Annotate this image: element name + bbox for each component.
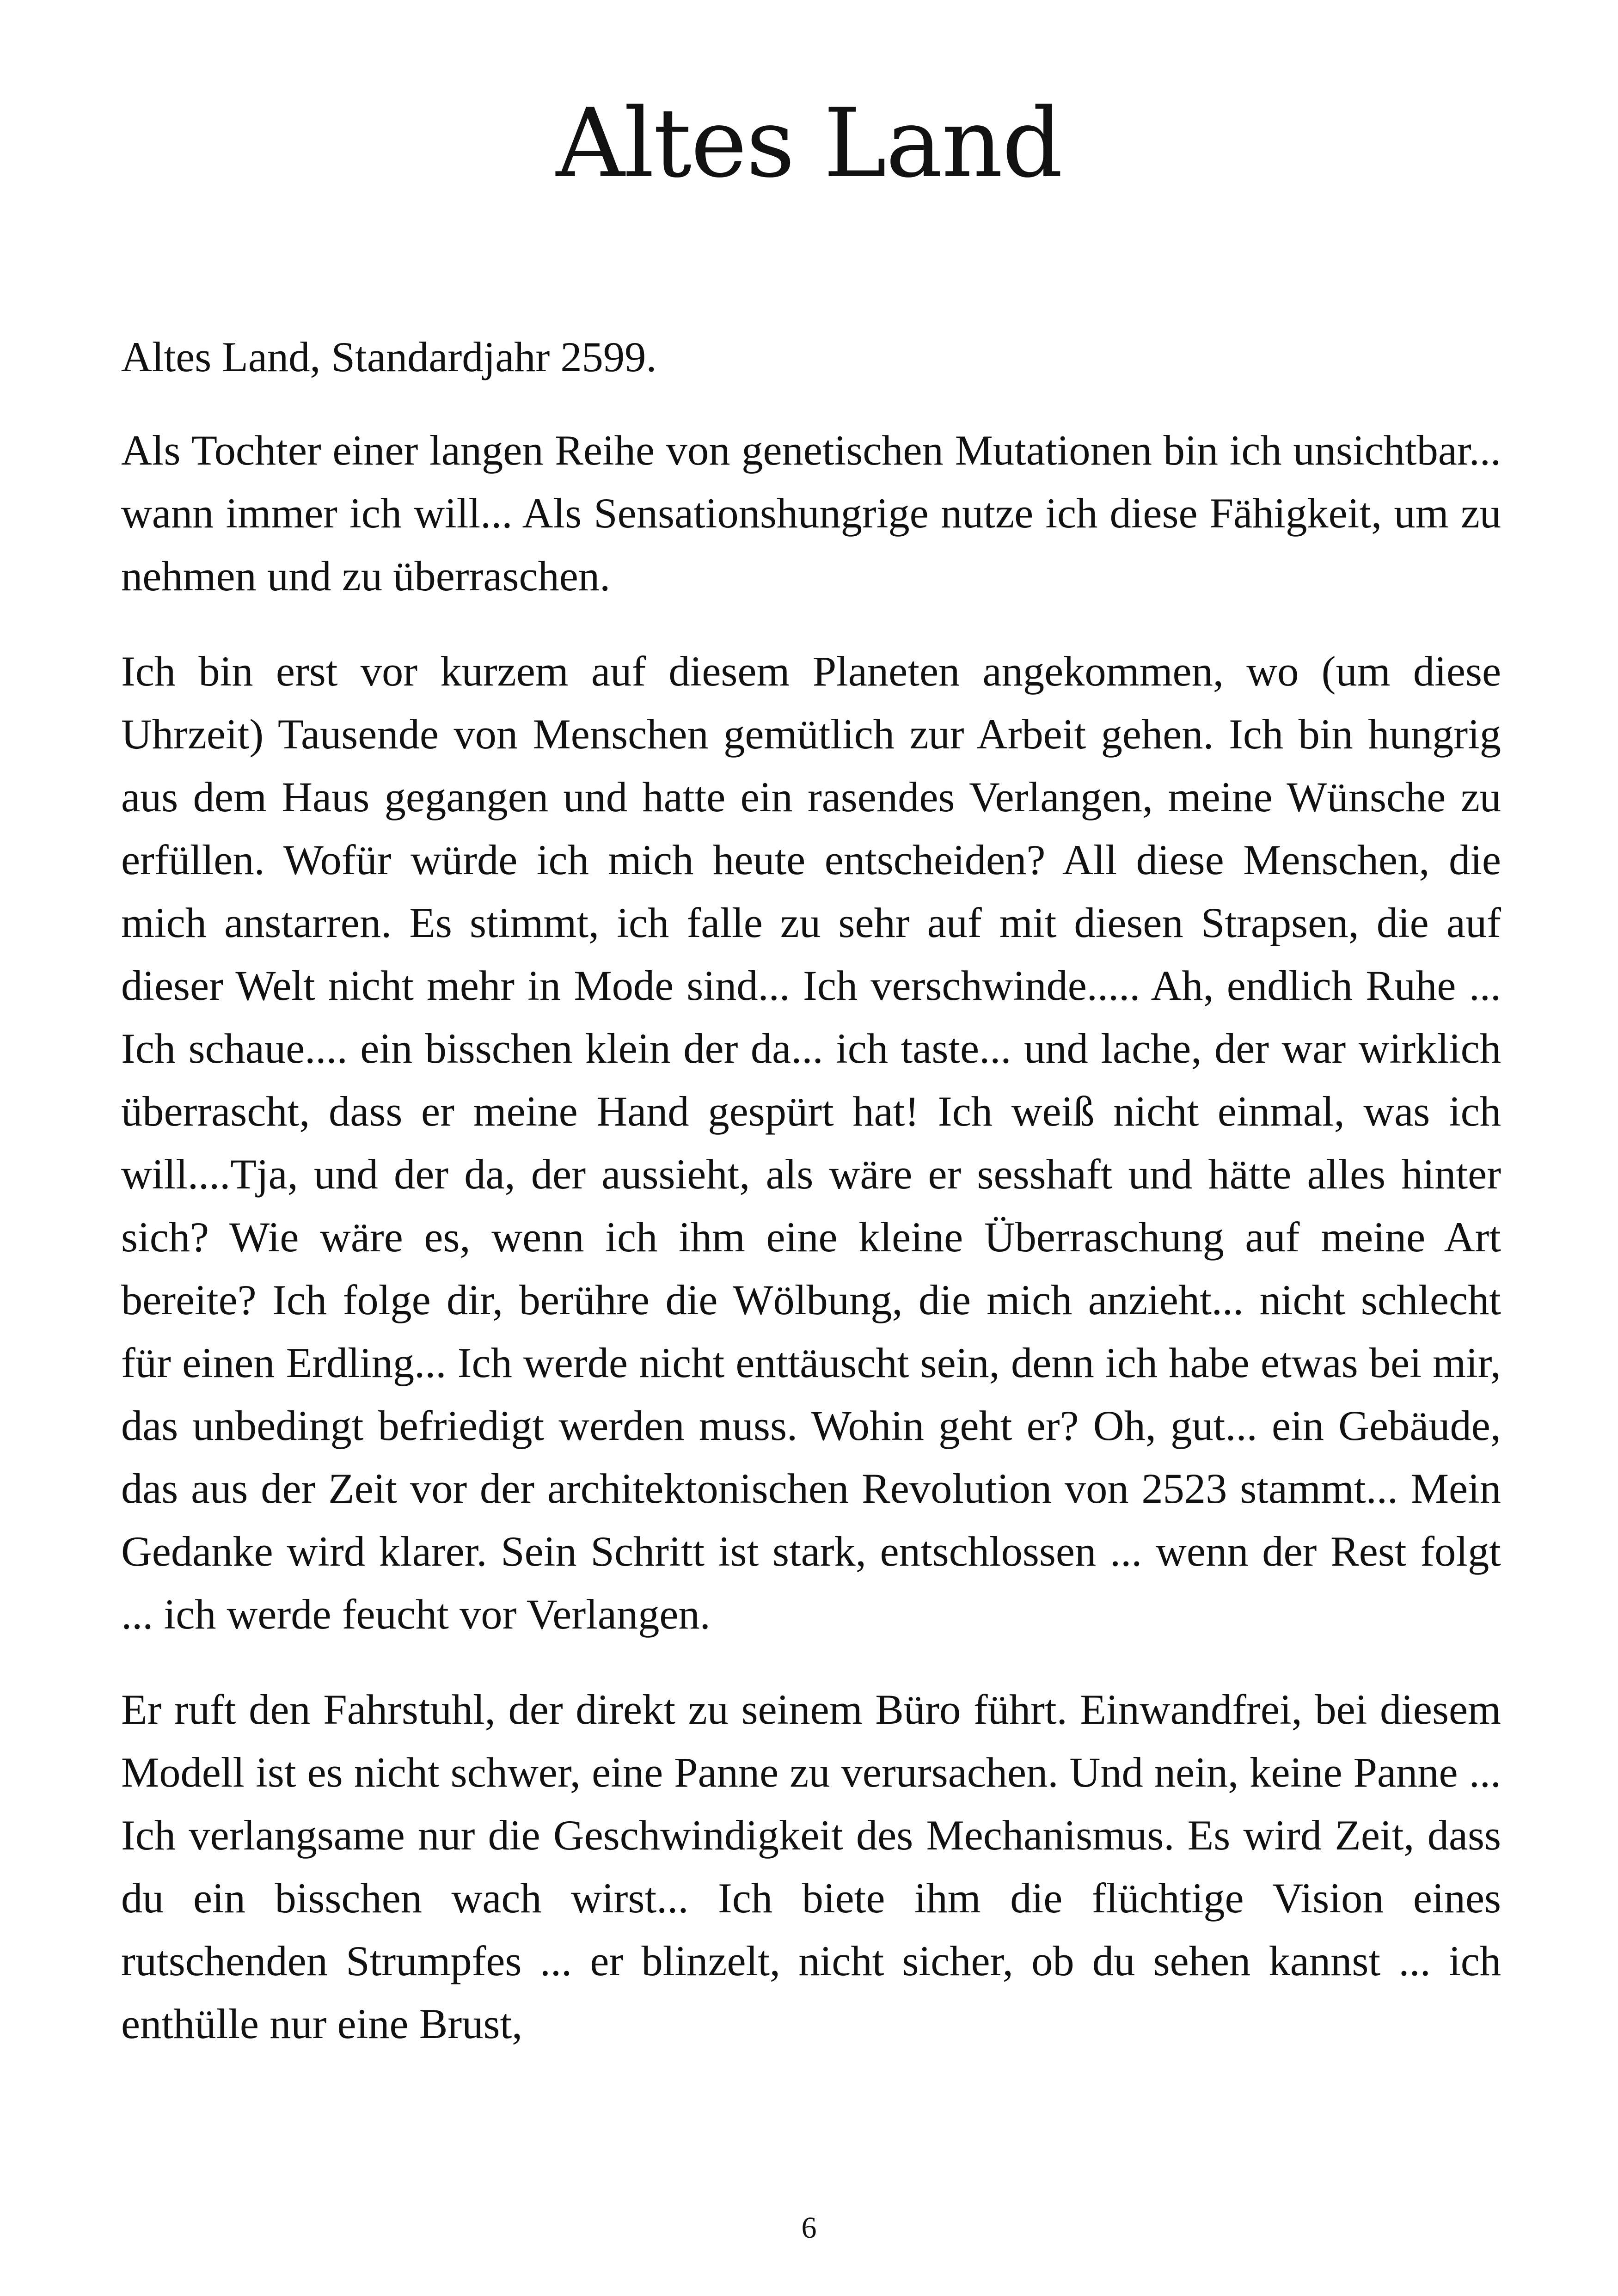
paragraph: Altes Land, Standardjahr 2599.	[121, 334, 657, 381]
page-number: 6	[801, 2211, 817, 2245]
body-text	[121, 326, 1501, 2056]
chapter-title: Altes Land	[556, 88, 1062, 199]
paragraph: Als Tochter einer langen Reihe von genetischen Mutationen bin ich unsichtbar... wann immer ich will... Als Sensationshungrige nutze ich diese Fähigkeit, um zu nehmen und zu überraschen.	[121, 427, 1501, 600]
paragraph: Er ruft den Fahrstuhl, der direkt zu seinem Büro führt. Einwandfrei, bei diesem Modell ist es nicht schwer, eine Panne zu verursachen. Und nein, keine Panne ... Ich verlangsame nur die Geschwindigkeit des Mechanismus. Es wird Zeit, dass du ein bisschen wach wirst... Ich biete ihm die flüchtige Vision eines rutschenden Strumpfes ... er blinzelt, nicht sicher, ob du sehen kannst ... ich enthülle nur eine Brust,	[121, 1686, 1501, 2048]
paragraph: Ich bin erst vor kurzem auf diesem Planeten angekommen, wo (um diese Uhrzeit) Tausende von Menschen gemütlich zur Arbeit gehen. Ich bin hungrig aus dem Haus gegangen und hatte ein rasendes Verlangen, meine Wünsche zu erfüllen. Wofür würde ich mich heute entscheiden? All diese Menschen, die mich anstarren. Es stimmt, ich falle zu sehr auf mit diesen Strapsen, die auf dieser Welt nicht mehr in Mode sind... Ich verschwinde..... Ah, endlich Ruhe ... Ich schaue.... ein bisschen klein der da... ich taste... und lache, der war wirklich überrascht, dass er meine Hand gespürt hat! Ich weiß nicht einmal, was ich will....Tja, und der da, der aussieht, als wäre er sesshaft und hätte alles hinter sich? Wie wäre es, wenn ich ihm eine kleine Überraschung auf meine Art bereite? Ich folge dir, berühre die Wölbung, die mich anzieht... nicht schlecht für einen Erdling... Ich werde nicht enttäuscht sein, denn ich habe etwas bei mir, das unbedingt befriedigt werden muss. Wohin geht er? Oh, gut... ein Gebäude, das aus der Zeit vor der architektonischen Revolution von 2523 stammt... Mein Gedanke wird klarer. Sein Schritt ist stark, entschlossen ... wenn der Rest folgt ... ich werde feucht vor Verlangen.	[121, 648, 1501, 1638]
